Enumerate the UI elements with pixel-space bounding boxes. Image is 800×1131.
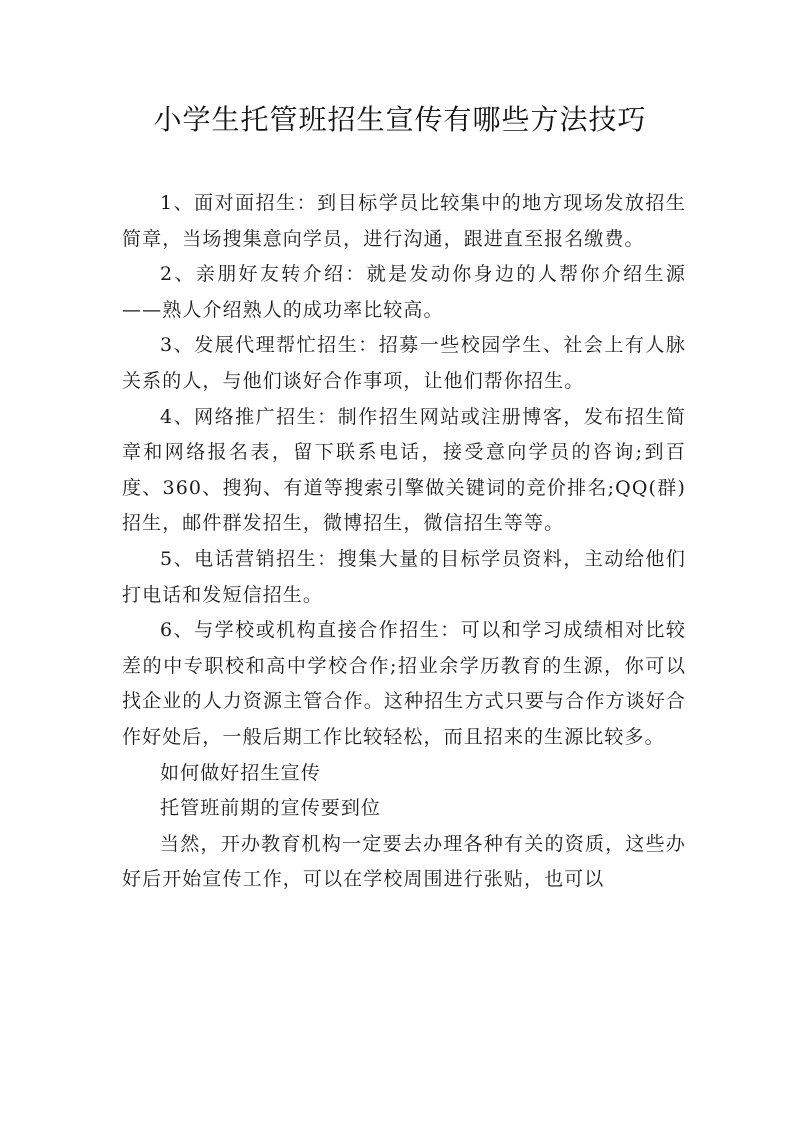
document-body [122,186,686,898]
paragraph-referral: 2、亲朋好友转介绍：就是发动你身边的人帮你介绍生源——熟人介绍熟人的成功率比较高。 [122,263,686,321]
paragraph-qualifications: 当然，开办教育机构一定要去办理各种有关的资质，这些办好后开始宣传工作，可以在学校周围进行张贴，也可以 [122,832,686,891]
paragraph-telemarketing: 5、电话营销招生：搜集大量的目标学员资料，主动给他们打电话和发短信招生。 [122,547,686,606]
paragraph-agents: 3、发展代理帮忙招生：招募一些校园学生、社会上有人脉关系的人，与他们谈好合作事项，让他们帮你招生。 [122,334,686,392]
paragraph-face-to-face: 1、面对面招生：到目标学员比较集中的地方现场发放招生简章，当场搜集意向学员，进行沟通，跟进直至报名缴费。 [122,192,686,250]
paragraph-online-promotion: 4、网络推广招生：制作招生网站或注册博客，发布招生简章和网络报名表，留下联系电话，接受意向学员的咨询;到百度、360、搜狗、有道等搜索引擎做关键词的竞价排名;QQ(群)招生，邮件群发招生，微博招生，微信招生等等。 [122,405,686,535]
subheading-early-promotion: 托管班前期的宣传要到位 [160,797,382,820]
subheading-promotion: 如何做好招生宣传 [160,761,321,784]
document-title: 小学生托管班招生宣传有哪些方法技巧 [153,103,647,136]
paragraph-school-cooperation: 6、与学校或机构直接合作招生：可以和学习成绩相对比较差的中专职校和高中学校合作;招业余学历教育的生源，你可以找企业的人力资源主管合作。这种招生方式只要与合作方谈好合作好处后，一般后期工作比较轻松，而且招来的生源比较多。 [122,619,686,748]
